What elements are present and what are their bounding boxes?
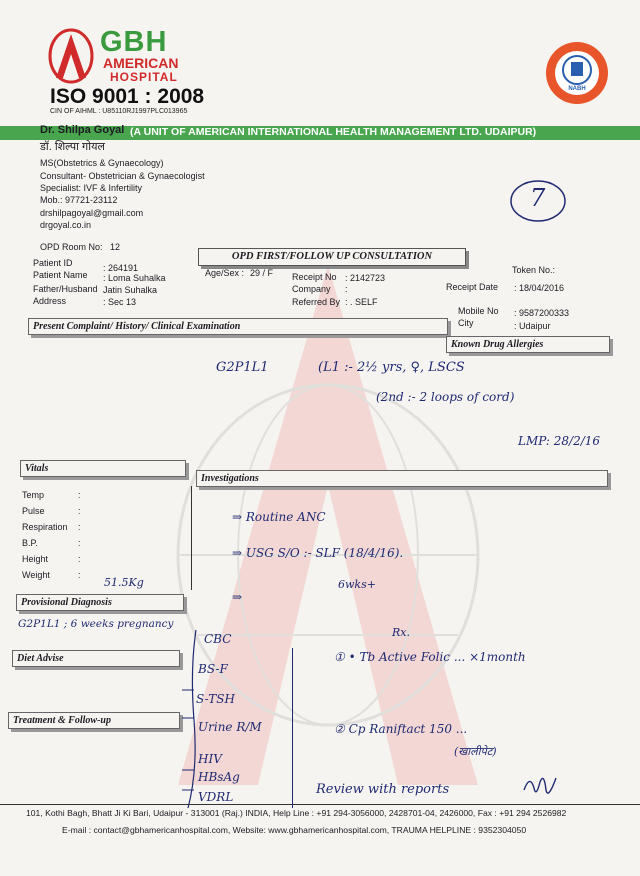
- address-value: : Sec 13: [103, 297, 137, 307]
- hw-test-cbc: CBC: [204, 632, 232, 646]
- receipt-date-label: Receipt Date: [446, 282, 499, 292]
- brand-hospital: HOSPITAL: [110, 70, 178, 84]
- vital-height-label: Height: [22, 554, 49, 564]
- allergies-section-header: Known Drug Allergies: [446, 336, 610, 353]
- hw-test-vdrl: VDRL: [198, 790, 234, 804]
- vital-weight-sep: :: [78, 570, 81, 580]
- company-label: Company: [292, 284, 331, 294]
- vital-temp-sep: :: [78, 490, 81, 500]
- doctor-degree: MS(Obstetrics & Gynaecology): [40, 158, 164, 168]
- diet-section-header: Diet Advise: [12, 650, 180, 667]
- hw-test-hbsag: HBsAg: [198, 770, 240, 784]
- patient-name-value: : Loma Suhalka: [103, 273, 166, 283]
- agesex-label: Age/Sex :: [205, 268, 245, 278]
- hw-investigation-2: ⇒ USG S/O :- SLF (18/4/16).: [232, 546, 404, 560]
- patient-id-label: Patient ID: [33, 258, 73, 268]
- hw-tests-right-line: [292, 648, 293, 808]
- complaint-section-header: Present Complaint/ History/ Clinical Examination: [28, 318, 448, 335]
- nabh-seal-icon: [544, 40, 610, 106]
- hw-investigation-arrow: ⇒: [232, 590, 243, 604]
- doctor-signature-icon: [520, 770, 560, 804]
- circled-number: 7: [530, 184, 546, 212]
- iso-certification: ISO 9001 : 2008: [50, 85, 205, 108]
- hw-diagnosis: G2P1L1 ; 6 weeks pregnancy: [18, 618, 174, 630]
- footer-address: 101, Kothi Bagh, Bhatt Ji Ki Bari, Udaipur - 313001 (Raj.) INDIA, Help Line : +91 294-3056000, 2428701-04, 2426000, Fax : +91 294 2526982: [26, 808, 567, 818]
- brand-name: GBH: [100, 26, 168, 58]
- receipt-no-value: : 2142723: [345, 273, 386, 283]
- hw-investigation-3: 6wks+: [338, 578, 376, 591]
- company-value: :: [345, 284, 348, 294]
- consultation-title: OPD FIRST/FOLLOW UP CONSULTATION: [198, 248, 466, 266]
- hw-lmp: LMP: 28/2/16: [518, 434, 601, 448]
- vitals-divider: [191, 486, 192, 590]
- vital-weight-label: Weight: [22, 570, 50, 580]
- hw-medicine-2-note: (खालीपेट): [454, 745, 497, 758]
- opd-room-label: OPD Room No:: [40, 242, 103, 252]
- doctor-role: Consultant- Obstetrician & Gynaecologist: [40, 171, 205, 181]
- doctor-mobile: Mob.: 97721-23112: [40, 195, 118, 205]
- doctor-email: drshilpagoyal@gmail.com: [40, 208, 144, 218]
- vital-respiration-label: Respiration: [22, 522, 68, 532]
- token-label: Token No.:: [512, 265, 556, 275]
- hw-history-line1: (L1 :- 2½ yrs, ♀, LSCS: [318, 360, 465, 375]
- hw-tests-bracket: [182, 630, 212, 810]
- hw-history-line2: (2nd :- 2 loops of cord): [376, 390, 515, 404]
- diagnosis-section-header: Provisional Diagnosis: [16, 594, 184, 611]
- city-value: : Udaipur: [514, 321, 551, 331]
- vitals-section-header: Vitals: [20, 460, 186, 477]
- hw-test-bsf: BS-F: [198, 662, 228, 676]
- city-label: City: [458, 318, 474, 328]
- mobile-label: Mobile No: [458, 306, 499, 316]
- receipt-date-value: : 18/04/2016: [514, 283, 565, 293]
- unit-banner-text: (A UNIT OF AMERICAN INTERNATIONAL HEALTH MANAGEMENT LTD. UDAIPUR): [130, 126, 537, 138]
- vital-height-sep: :: [78, 554, 81, 564]
- hw-rx: Rx.: [392, 626, 410, 639]
- vital-temp-label: Temp: [22, 490, 45, 500]
- vital-pulse-sep: :: [78, 506, 81, 516]
- vital-pulse-label: Pulse: [22, 506, 45, 516]
- vital-bp-sep: :: [78, 538, 81, 548]
- father-label: Father/Husband: [33, 284, 98, 294]
- svg-text:NABH: NABH: [568, 86, 586, 92]
- vital-respiration-sep: :: [78, 522, 81, 532]
- referred-value: : . SELF: [345, 297, 378, 307]
- investigations-section-header: Investigations: [196, 470, 608, 487]
- treatment-section-header: Treatment & Follow-up: [8, 712, 180, 729]
- receipt-no-label: Receipt No: [292, 272, 337, 282]
- referred-label: Referred By: [292, 297, 341, 307]
- hw-gravida-para: G2P1L1: [216, 360, 269, 375]
- hw-review-note: Review with reports: [316, 782, 450, 797]
- address-label: Address: [33, 296, 67, 306]
- gbh-logo-icon: [48, 26, 94, 86]
- father-value: Jatin Suhalka: [103, 285, 158, 295]
- brand-american: AMERICAN: [103, 55, 179, 71]
- doctor-specialist: Specialist: IVF & Infertility: [40, 183, 143, 193]
- doctor-name: Dr. Shilpa Goyal: [40, 124, 125, 136]
- hw-weight: 51.5Kg: [104, 576, 144, 589]
- hw-test-hiv: HIV: [198, 752, 222, 766]
- agesex-value: 29 / F: [250, 268, 274, 278]
- vital-bp-label: B.P.: [22, 538, 38, 548]
- hw-investigation-1: ⇒ Routine ANC: [232, 510, 326, 524]
- hw-medicine-1: ① • Tb Active Folic ... ×1month: [334, 650, 526, 664]
- doctor-website: drgoyal.co.in: [40, 220, 92, 230]
- hw-test-tsh: S-TSH: [196, 692, 235, 706]
- footer-contact: E-mail : contact@gbhamericanhospital.com, Website: www.gbhamericanhospital.com, TRAUMA HELPLINE : 9352304050: [62, 825, 527, 835]
- mobile-value: : 9587200333: [514, 308, 570, 318]
- doctor-name-hindi: डॉ. शिल्पा गोयल: [40, 141, 105, 153]
- opd-room-value: 12: [110, 242, 121, 252]
- hw-medicine-2: ② Cp Raniftact 150 ...: [334, 722, 468, 736]
- patient-id-value: : 264191: [103, 263, 139, 273]
- hw-test-urine: Urine R/M: [198, 720, 262, 734]
- footer-divider: [0, 804, 640, 805]
- cin-number: CIN OF AIHML : U85110RJ1997PLC013965: [50, 108, 188, 115]
- patient-name-label: Patient Name: [33, 270, 88, 280]
- hospital-watermark-logo: [168, 255, 488, 795]
